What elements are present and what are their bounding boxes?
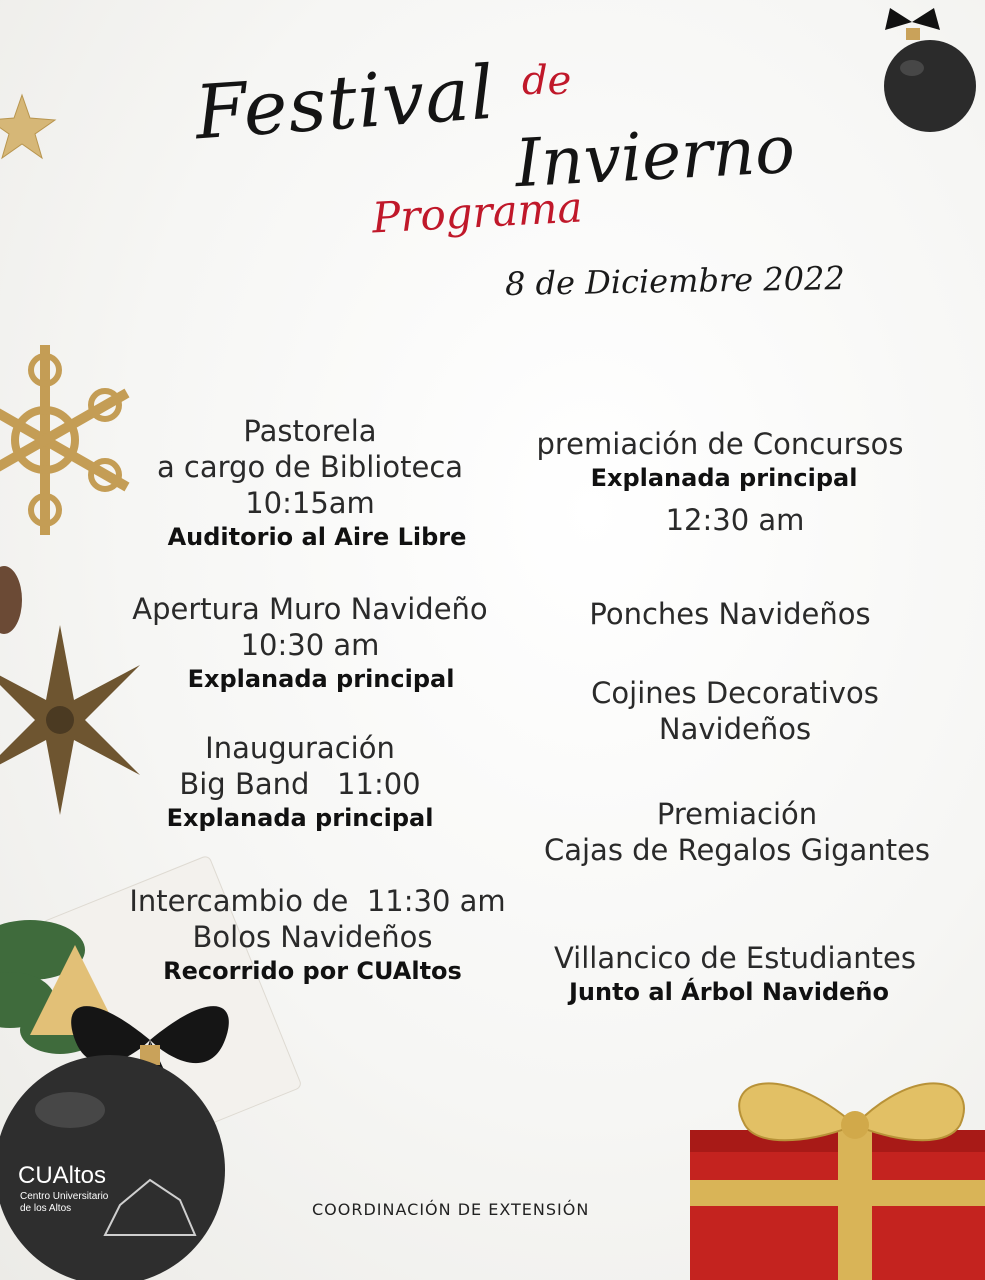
- event-location: Explanada principal: [590, 464, 858, 492]
- event-location: Junto al Árbol Navideño: [568, 978, 890, 1006]
- event-location: Recorrido por CUAltos: [163, 957, 462, 985]
- star-icon: [0, 95, 55, 158]
- event-premiacion-concursos: [510, 426, 930, 538]
- title-programa: Programa: [370, 182, 584, 243]
- event-big-band: [100, 730, 500, 834]
- event-title: Premiación: [656, 797, 818, 831]
- footer-coordinacion: COORDINACIÓN DE EXTENSIÓN: [312, 1200, 590, 1219]
- event-location: Explanada principal: [166, 804, 434, 832]
- event-title: Cojines Decorativos: [591, 676, 879, 710]
- event-subtitle: Bolos Navideños: [192, 920, 433, 954]
- event-villancico: [525, 940, 945, 1008]
- event-title: Intercambio de 11:30 am: [129, 884, 506, 918]
- logo-line1: Centro Universitario: [20, 1191, 109, 1202]
- event-title: Villancico de Estudiantes: [553, 941, 917, 975]
- event-title: Inauguración: [205, 731, 395, 765]
- logo-name: CUAltos: [18, 1162, 107, 1189]
- event-subtitle: a cargo de Biblioteca: [156, 450, 464, 484]
- event-cojines: [525, 675, 945, 747]
- cualtos-logo: [10, 1155, 210, 1235]
- title-festival: Festival: [192, 49, 498, 157]
- title-de: de: [522, 58, 572, 104]
- event-time: 12:30 am: [665, 503, 805, 537]
- event-time: 10:30 am: [240, 628, 380, 662]
- logo-line2: de los Altos: [20, 1203, 72, 1214]
- event-time: Big Band 11:00: [179, 767, 421, 801]
- event-title: Ponches Navideños: [589, 597, 871, 631]
- event-subtitle: Cajas de Regalos Gigantes: [543, 833, 931, 867]
- event-location: Explanada principal: [187, 665, 455, 693]
- event-location: Auditorio al Aire Libre: [167, 523, 467, 551]
- event-title: premiación de Concursos: [536, 427, 904, 461]
- event-ponches: [520, 596, 940, 632]
- snowflake-icon: [0, 345, 127, 535]
- ornament-small-icon: [884, 8, 976, 132]
- gift-icon: [690, 1083, 985, 1280]
- event-intercambio: [110, 883, 525, 987]
- event-muro: [110, 591, 510, 695]
- event-title: Pastorela: [243, 414, 377, 448]
- event-subtitle: Navideños: [658, 712, 812, 746]
- event-date: 8 de Diciembre 2022: [504, 259, 846, 303]
- event-cajas: [527, 796, 947, 868]
- event-time: 10:15am: [245, 486, 375, 520]
- title-invierno: Invierno: [513, 110, 797, 203]
- event-pastorela: [110, 413, 510, 553]
- pinecone-icon: [0, 566, 22, 634]
- event-title: Apertura Muro Navideño: [132, 592, 488, 626]
